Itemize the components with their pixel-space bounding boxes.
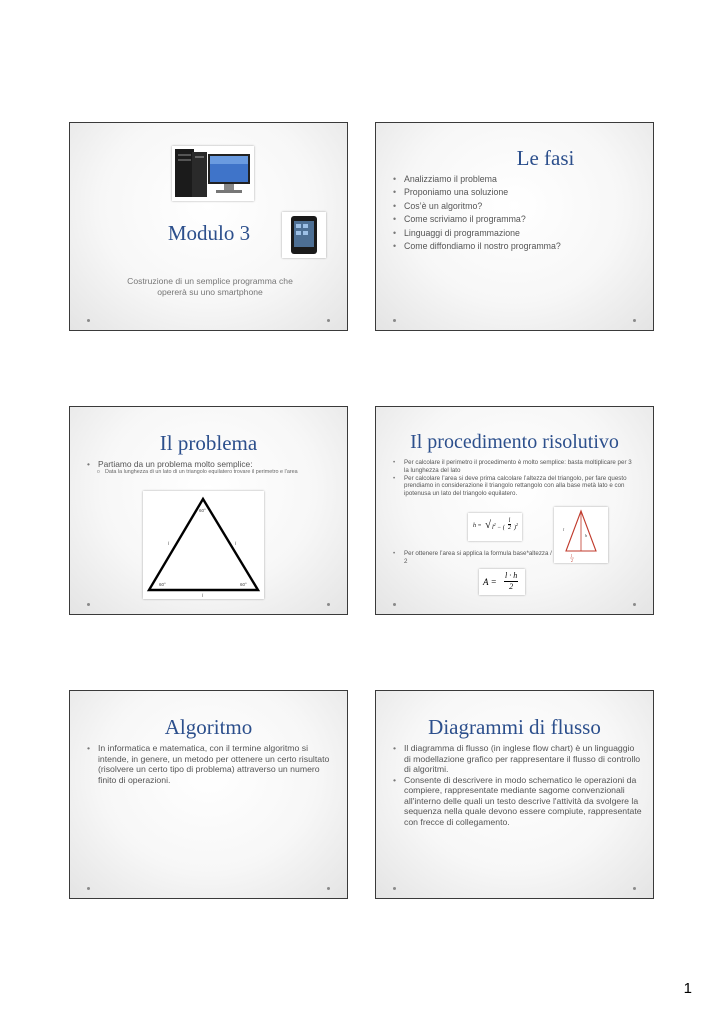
slide-title: Il problema (159, 431, 258, 455)
side-bottom-label: l (202, 593, 203, 598)
slide-title: Algoritmo (164, 715, 253, 739)
slide-dot (87, 319, 90, 322)
height-label: h (585, 533, 588, 538)
half-triangle (554, 507, 608, 563)
angle-right-label: 60° (240, 582, 247, 587)
formula-lhs: h = (473, 523, 482, 529)
slide-5 (69, 690, 348, 899)
desktop-computer-image (172, 146, 254, 201)
area-formula (479, 569, 525, 595)
list-item (87, 459, 337, 475)
formula-fraction: l 2 (508, 518, 511, 531)
formula-lhs: A = (483, 577, 497, 587)
slide-4 (375, 406, 654, 615)
list-item: • Proponiamo una soluzione (393, 186, 643, 199)
slide-dot (327, 319, 330, 322)
base-num-label: l (571, 553, 573, 558)
triangle-figure (143, 491, 264, 599)
list-item: • Per calcolare il perimetro il procedimento è molto semplice: basta moltiplicare per 3 la lunghezza del lato (393, 459, 635, 475)
bullet-list-2 (393, 550, 553, 566)
slide-dot (393, 603, 396, 606)
side-label: l (563, 527, 565, 532)
base-den-label: 2 (571, 558, 573, 563)
slide-2 (375, 122, 654, 331)
slide-title: Diagrammi di flusso (428, 715, 601, 739)
slide-dot (393, 319, 396, 322)
smartphone-image (282, 212, 326, 258)
list-item: • Cos’è un algoritmo? (393, 200, 643, 213)
slide-dot (633, 887, 636, 890)
sub-item: o Data la lunghezza di un lato di un triangolo equilatero trovare il perimetro e l’area (87, 469, 340, 475)
list-item: • Analizziamo il problema (393, 173, 643, 186)
list-item: • Come scriviamo il programma? (393, 213, 643, 226)
slide-subtitle: Costruzione di un semplice programma che opererà su uno smartphone (127, 276, 293, 297)
angle-left-label: 60° (159, 582, 166, 587)
list-item-text: Partiamo da un problema molto semplice: (98, 459, 253, 469)
slide-title: Modulo 3 (167, 221, 251, 245)
slide-dot (633, 319, 636, 322)
height-formula (468, 513, 522, 541)
slide-3 (69, 406, 348, 615)
slide-dot (327, 603, 330, 606)
list-item: • Per ottenere l’area si applica la formula base*altezza / 2 (393, 550, 553, 566)
list-item: • Il diagramma di flusso (in inglese flow chart) è un linguaggio di modellazione grafico per rappresentare il flusso di controllo di algoritmi. (393, 743, 643, 775)
bullet-list (393, 459, 635, 498)
side-left-label: l (168, 541, 169, 546)
equilateral-triangle (143, 491, 264, 599)
slide-dot (87, 887, 90, 890)
slide-dot (327, 887, 330, 890)
list-item: • Come diffondiamo il nostro programma? (393, 240, 643, 253)
formula-fraction: l · h 2 (505, 571, 518, 591)
bullet-list (87, 743, 337, 785)
formula-l-squared: $l^2$ − ( (492, 522, 505, 531)
slide-1 (69, 122, 348, 331)
slide-6 (375, 690, 654, 899)
side-right-label: l (235, 541, 236, 546)
list-item: • Per calcolare l’area si deve prima calcolare l’altezza del triangolo, per fare questo prendiamo in considerazione il triangolo rettangolo con alla base metà lato e con ipotenusa un lato del triangolo equilatero. (393, 475, 635, 498)
page-number: 1 (683, 980, 692, 997)
bullet-list (87, 459, 337, 475)
angle-top-label: 60° (199, 508, 206, 513)
formula-close: )$^2$ (514, 522, 518, 531)
slide-dot (393, 887, 396, 890)
slide-title: Il procedimento risolutivo (410, 431, 619, 453)
sqrt-symbol: √ (485, 519, 492, 531)
slide-dot (87, 603, 90, 606)
list-item: • Consente di descrivere in modo schematico le operazioni da compiere, rappresentate mediante sagome convenzionali all'interno delle quali un testo descrive l'attività da svolgere la sequenza nella quale devono essere compiute, rappresentate con frecce di collegamento. (393, 775, 643, 828)
slide-dot (633, 603, 636, 606)
bullet-list (393, 743, 643, 827)
list-item: • In informatica e matematica, con il termine algoritmo si intende, in genere, un metodo per ottenere un certo risultato (risolvere un certo tipo di problema) attraverso un numero finito di operazioni. (87, 743, 337, 785)
bullet-list (393, 173, 643, 253)
slide-title: Le fasi (516, 146, 575, 170)
right-triangle-figure (554, 507, 608, 563)
list-item: • Linguaggi di programmazione (393, 227, 643, 240)
